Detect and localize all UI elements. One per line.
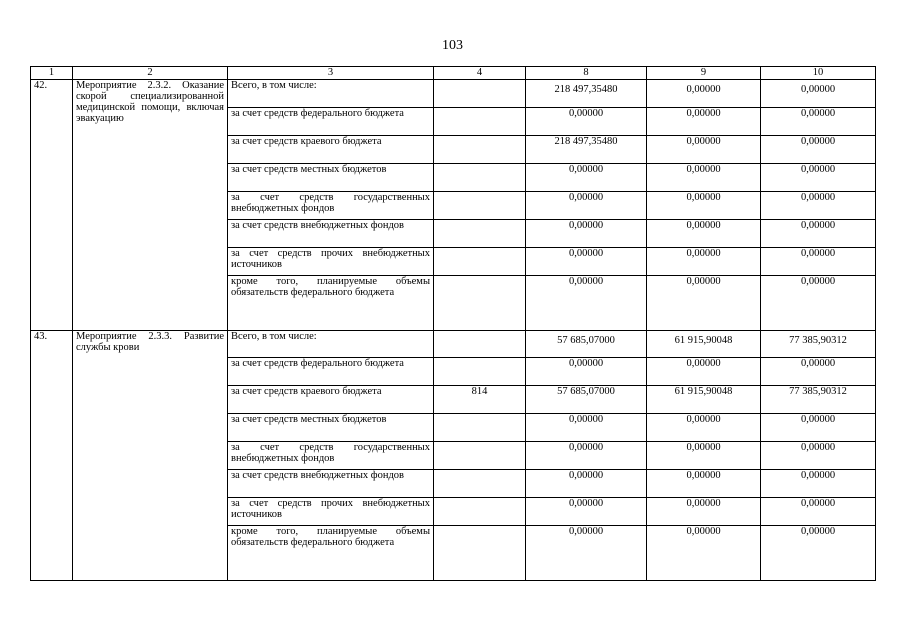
value-col-8: 0,00000 bbox=[526, 220, 647, 248]
value-col-8: 57 685,07000 bbox=[526, 386, 647, 414]
funding-source: за счет средств прочих внебюджетных источников bbox=[228, 498, 434, 526]
funding-source: за счет средств краевого бюджета bbox=[228, 136, 434, 164]
value-col-9: 0,00000 bbox=[647, 276, 761, 331]
value-col-8: 218 497,35480 bbox=[526, 136, 647, 164]
funding-source: за счет средств государственных внебюджетных фондов bbox=[228, 442, 434, 470]
funding-source: за счет средств местных бюджетов bbox=[228, 164, 434, 192]
budget-code bbox=[434, 248, 526, 276]
funding-source: за счет средств федерального бюджета bbox=[228, 108, 434, 136]
value-col-8: 0,00000 bbox=[526, 192, 647, 220]
budget-code bbox=[434, 80, 526, 108]
funding-source: за счет средств местных бюджетов bbox=[228, 414, 434, 442]
budget-code bbox=[434, 414, 526, 442]
budget-code bbox=[434, 192, 526, 220]
value-col-10: 0,00000 bbox=[761, 192, 876, 220]
item-number: 42. bbox=[31, 80, 73, 331]
value-col-10: 0,00000 bbox=[761, 248, 876, 276]
budget-code bbox=[434, 164, 526, 192]
header-row bbox=[31, 67, 876, 80]
value-col-10: 0,00000 bbox=[761, 220, 876, 248]
value-col-8: 0,00000 bbox=[526, 276, 647, 331]
funding-source: за счет средств краевого бюджета bbox=[228, 386, 434, 414]
budget-code bbox=[434, 442, 526, 470]
value-col-9: 0,00000 bbox=[647, 220, 761, 248]
header-cell: 3 bbox=[228, 67, 434, 80]
value-col-9: 0,00000 bbox=[647, 248, 761, 276]
funding-source: Всего, в том числе: bbox=[228, 80, 434, 108]
value-col-8: 0,00000 bbox=[526, 414, 647, 442]
value-col-10: 0,00000 bbox=[761, 358, 876, 386]
budget-code bbox=[434, 220, 526, 248]
header-cell: 2 bbox=[73, 67, 228, 80]
value-col-9: 61 915,90048 bbox=[647, 386, 761, 414]
value-col-8: 57 685,07000 bbox=[526, 331, 647, 358]
funding-source: кроме того, планируемые объемы обязательств федерального бюджета bbox=[228, 276, 434, 331]
value-col-8: 0,00000 bbox=[526, 164, 647, 192]
value-col-10: 0,00000 bbox=[761, 108, 876, 136]
value-col-9: 0,00000 bbox=[647, 164, 761, 192]
value-col-10: 0,00000 bbox=[761, 414, 876, 442]
value-col-9: 0,00000 bbox=[647, 526, 761, 581]
header-cell: 4 bbox=[434, 67, 526, 80]
funding-source: за счет средств внебюджетных фондов bbox=[228, 470, 434, 498]
funding-source: за счет средств федерального бюджета bbox=[228, 358, 434, 386]
value-col-8: 0,00000 bbox=[526, 248, 647, 276]
header-cell: 9 bbox=[647, 67, 761, 80]
value-col-8: 0,00000 bbox=[526, 526, 647, 581]
value-col-9: 61 915,90048 bbox=[647, 331, 761, 358]
header-cell: 8 bbox=[526, 67, 647, 80]
header-cell: 10 bbox=[761, 67, 876, 80]
value-col-9: 0,00000 bbox=[647, 414, 761, 442]
value-col-9: 0,00000 bbox=[647, 498, 761, 526]
value-col-9: 0,00000 bbox=[647, 108, 761, 136]
value-col-9: 0,00000 bbox=[647, 192, 761, 220]
budget-code bbox=[434, 526, 526, 581]
funding-source: за счет средств внебюджетных фондов bbox=[228, 220, 434, 248]
table-row bbox=[31, 331, 876, 358]
funding-source: за счет средств государственных внебюджетных фондов bbox=[228, 192, 434, 220]
budget-table bbox=[30, 66, 876, 581]
value-col-10: 0,00000 bbox=[761, 526, 876, 581]
item-name: Мероприятие 2.3.2. Оказание скорой специализированной медицинской помощи, включая эвакуацию bbox=[73, 80, 228, 331]
value-col-10: 0,00000 bbox=[761, 470, 876, 498]
item-number: 43. bbox=[31, 331, 73, 581]
value-col-10: 0,00000 bbox=[761, 498, 876, 526]
budget-code bbox=[434, 358, 526, 386]
header-cell: 1 bbox=[31, 67, 73, 80]
budget-code: 814 bbox=[434, 386, 526, 414]
value-col-9: 0,00000 bbox=[647, 442, 761, 470]
value-col-8: 0,00000 bbox=[526, 108, 647, 136]
table-row bbox=[31, 80, 876, 108]
budget-code bbox=[434, 136, 526, 164]
value-col-8: 0,00000 bbox=[526, 358, 647, 386]
value-col-9: 0,00000 bbox=[647, 358, 761, 386]
budget-code bbox=[434, 498, 526, 526]
value-col-10: 0,00000 bbox=[761, 442, 876, 470]
item-name: Мероприятие 2.3.3. Развитие службы крови bbox=[73, 331, 228, 581]
value-col-10: 77 385,90312 bbox=[761, 331, 876, 358]
value-col-10: 0,00000 bbox=[761, 80, 876, 108]
value-col-10: 0,00000 bbox=[761, 276, 876, 331]
value-col-8: 0,00000 bbox=[526, 470, 647, 498]
value-col-10: 77 385,90312 bbox=[761, 386, 876, 414]
budget-code bbox=[434, 276, 526, 331]
value-col-8: 0,00000 bbox=[526, 498, 647, 526]
value-col-10: 0,00000 bbox=[761, 164, 876, 192]
budget-code bbox=[434, 108, 526, 136]
funding-source: Всего, в том числе: bbox=[228, 331, 434, 358]
page-number: 103 bbox=[442, 38, 463, 53]
value-col-8: 0,00000 bbox=[526, 442, 647, 470]
value-col-9: 0,00000 bbox=[647, 136, 761, 164]
funding-source: за счет средств прочих внебюджетных источников bbox=[228, 248, 434, 276]
funding-source: кроме того, планируемые объемы обязательств федерального бюджета bbox=[228, 526, 434, 581]
value-col-8: 218 497,35480 bbox=[526, 80, 647, 108]
budget-code bbox=[434, 331, 526, 358]
value-col-10: 0,00000 bbox=[761, 136, 876, 164]
value-col-9: 0,00000 bbox=[647, 470, 761, 498]
budget-code bbox=[434, 470, 526, 498]
value-col-9: 0,00000 bbox=[647, 80, 761, 108]
